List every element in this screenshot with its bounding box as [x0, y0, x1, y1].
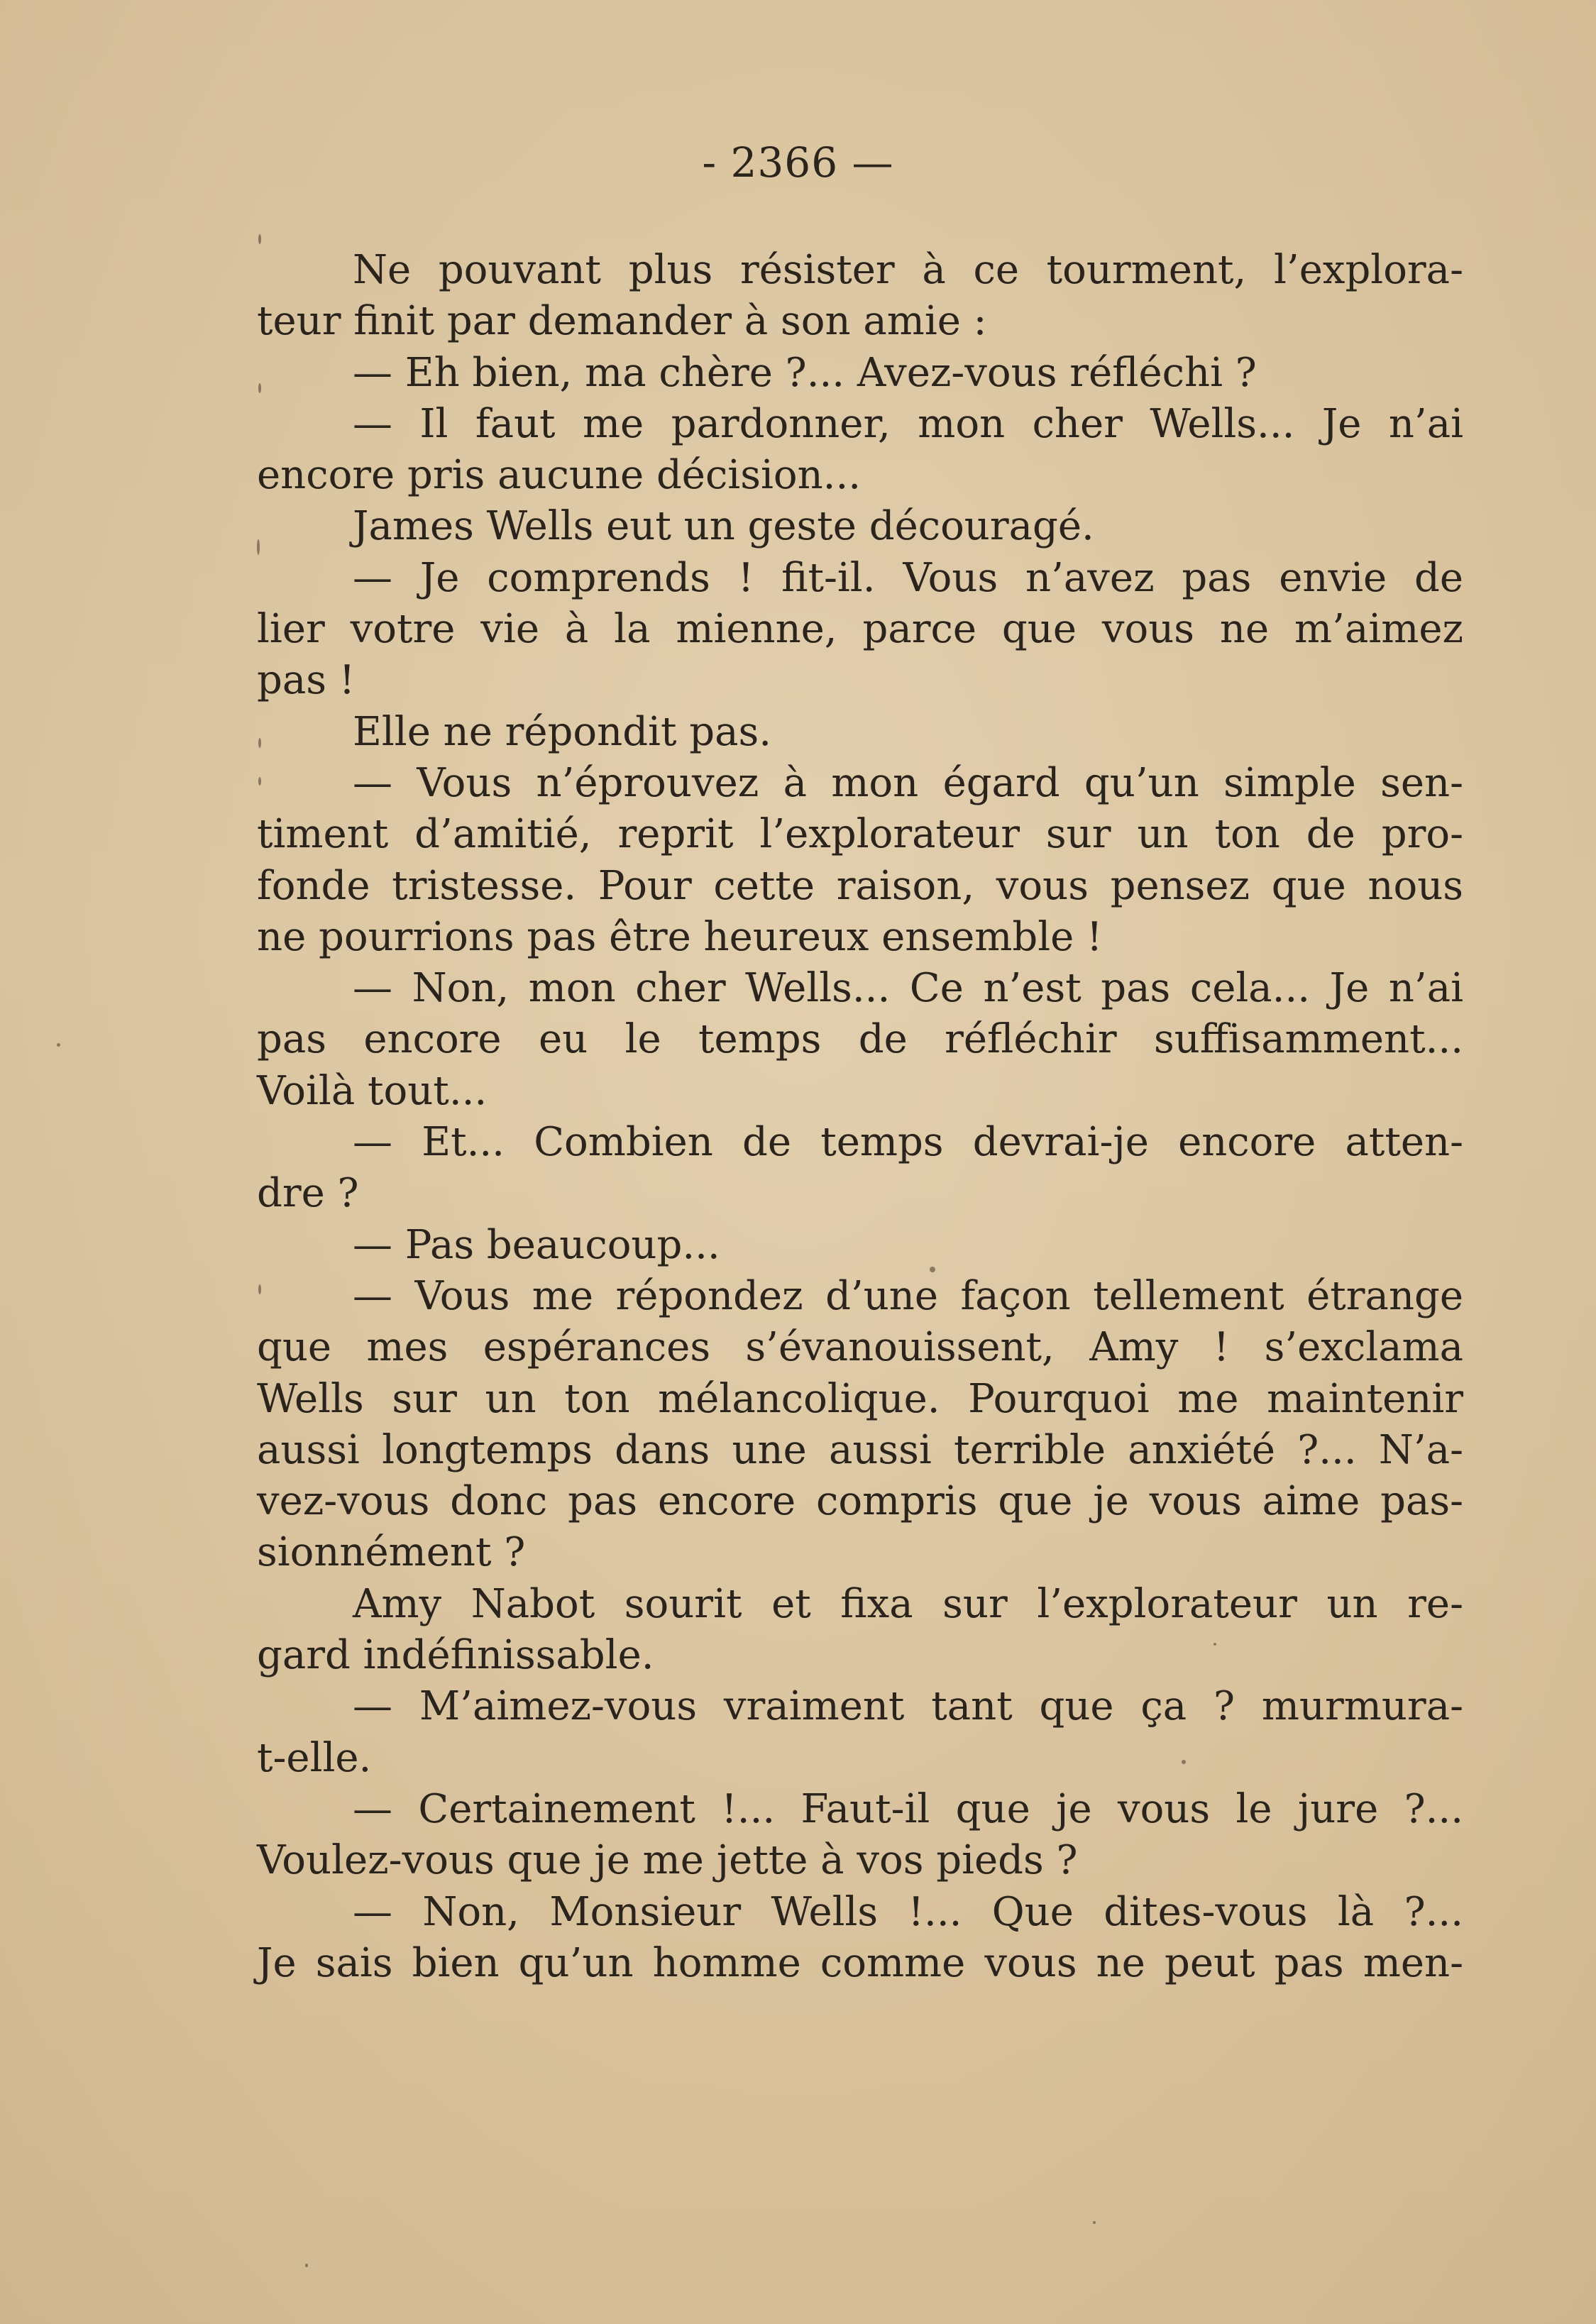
- text-line: — Il faut me pardonner, mon cher Wells... Je n’ai: [353, 400, 1463, 447]
- text-line: fonde tristesse. Pour cette raison, vous pensez que nous: [257, 862, 1463, 909]
- paper-speck: [1182, 1760, 1186, 1764]
- text-line: pas !: [257, 657, 356, 704]
- text-line: Voulez-vous que je me jette à vos pieds ?: [257, 1837, 1078, 1884]
- text-line: pas encore eu le temps de réfléchir suffisamment...: [257, 1016, 1463, 1063]
- text-line: dre ?: [257, 1170, 359, 1217]
- paper-speck: [930, 1267, 935, 1272]
- text-line: James Wells eut un geste découragé.: [353, 503, 1094, 550]
- paper-speck: [258, 777, 261, 786]
- text-line: Je sais bien qu’un homme comme vous ne peut pas men-: [257, 1939, 1463, 1986]
- text-line: lier votre vie à la mienne, parce que vous ne m’aimez: [257, 606, 1463, 653]
- paper-speck: [257, 539, 260, 555]
- text-line: sionnément ?: [257, 1529, 526, 1576]
- text-line: — Non, Monsieur Wells !... Que dites-vous là ?...: [353, 1888, 1463, 1935]
- text-line: Elle ne répondit pas.: [353, 708, 772, 755]
- paper-speck: [1093, 2221, 1096, 2224]
- text-line: que mes espérances s’évanouissent, Amy ! s’exclama: [257, 1324, 1463, 1371]
- text-line: Ne pouvant plus résister à ce tourment, l’explora-: [353, 247, 1463, 293]
- text-line: teur finit par demander à son amie :: [257, 298, 987, 345]
- text-line: Amy Nabot sourit et fixa sur l’explorateur un re-: [353, 1580, 1463, 1627]
- text-line: — Et... Combien de temps devrai-je encore atten-: [353, 1119, 1463, 1166]
- paper-speck: [258, 234, 261, 244]
- text-line: gard indéfinissable.: [257, 1632, 654, 1679]
- text-line: Voilà tout...: [257, 1067, 488, 1114]
- text-line: vez-vous donc pas encore compris que je vous aime pas-: [257, 1478, 1463, 1525]
- text-line: timent d’amitié, reprit l’explorateur sur un ton de pro-: [257, 811, 1463, 858]
- text-line: — Non, mon cher Wells... Ce n’est pas cela... Je n’ai: [353, 965, 1463, 1012]
- text-line: — Vous n’éprouvez à mon égard qu’un simple sen-: [353, 759, 1463, 806]
- text-line: — Je comprends ! fit-il. Vous n’avez pas envie de: [353, 554, 1463, 601]
- body-text: [257, 245, 1463, 1989]
- page-number: - 2366 —: [702, 138, 894, 187]
- paper-speck: [258, 738, 261, 748]
- text-line: t-elle.: [257, 1734, 372, 1781]
- text-line: — M’aimez-vous vraiment tant que ça ? murmura-: [353, 1683, 1463, 1730]
- text-line: Wells sur un ton mélancolique. Pourquoi me maintenir: [257, 1375, 1463, 1422]
- text-line: — Pas beaucoup...: [353, 1221, 720, 1268]
- text-line: — Certainement !... Faut-il que je vous le jure ?...: [353, 1785, 1463, 1832]
- text-line: — Eh bien, ma chère ?... Avez-vous réfléchi ?: [353, 349, 1257, 396]
- text-line: ne pourrions pas être heureux ensemble !: [257, 913, 1103, 960]
- text-line: aussi longtemps dans une aussi terrible anxiété ?... N’a-: [257, 1426, 1463, 1473]
- paper-speck: [57, 1043, 60, 1047]
- paper-speck: [258, 1284, 261, 1294]
- paper-speck: [258, 383, 261, 393]
- paper-speck: [1213, 1643, 1216, 1646]
- paper-speck: [305, 2264, 308, 2267]
- text-line: — Vous me répondez d’une façon tellement étrange: [353, 1272, 1463, 1319]
- text-line: encore pris aucune décision...: [257, 452, 862, 499]
